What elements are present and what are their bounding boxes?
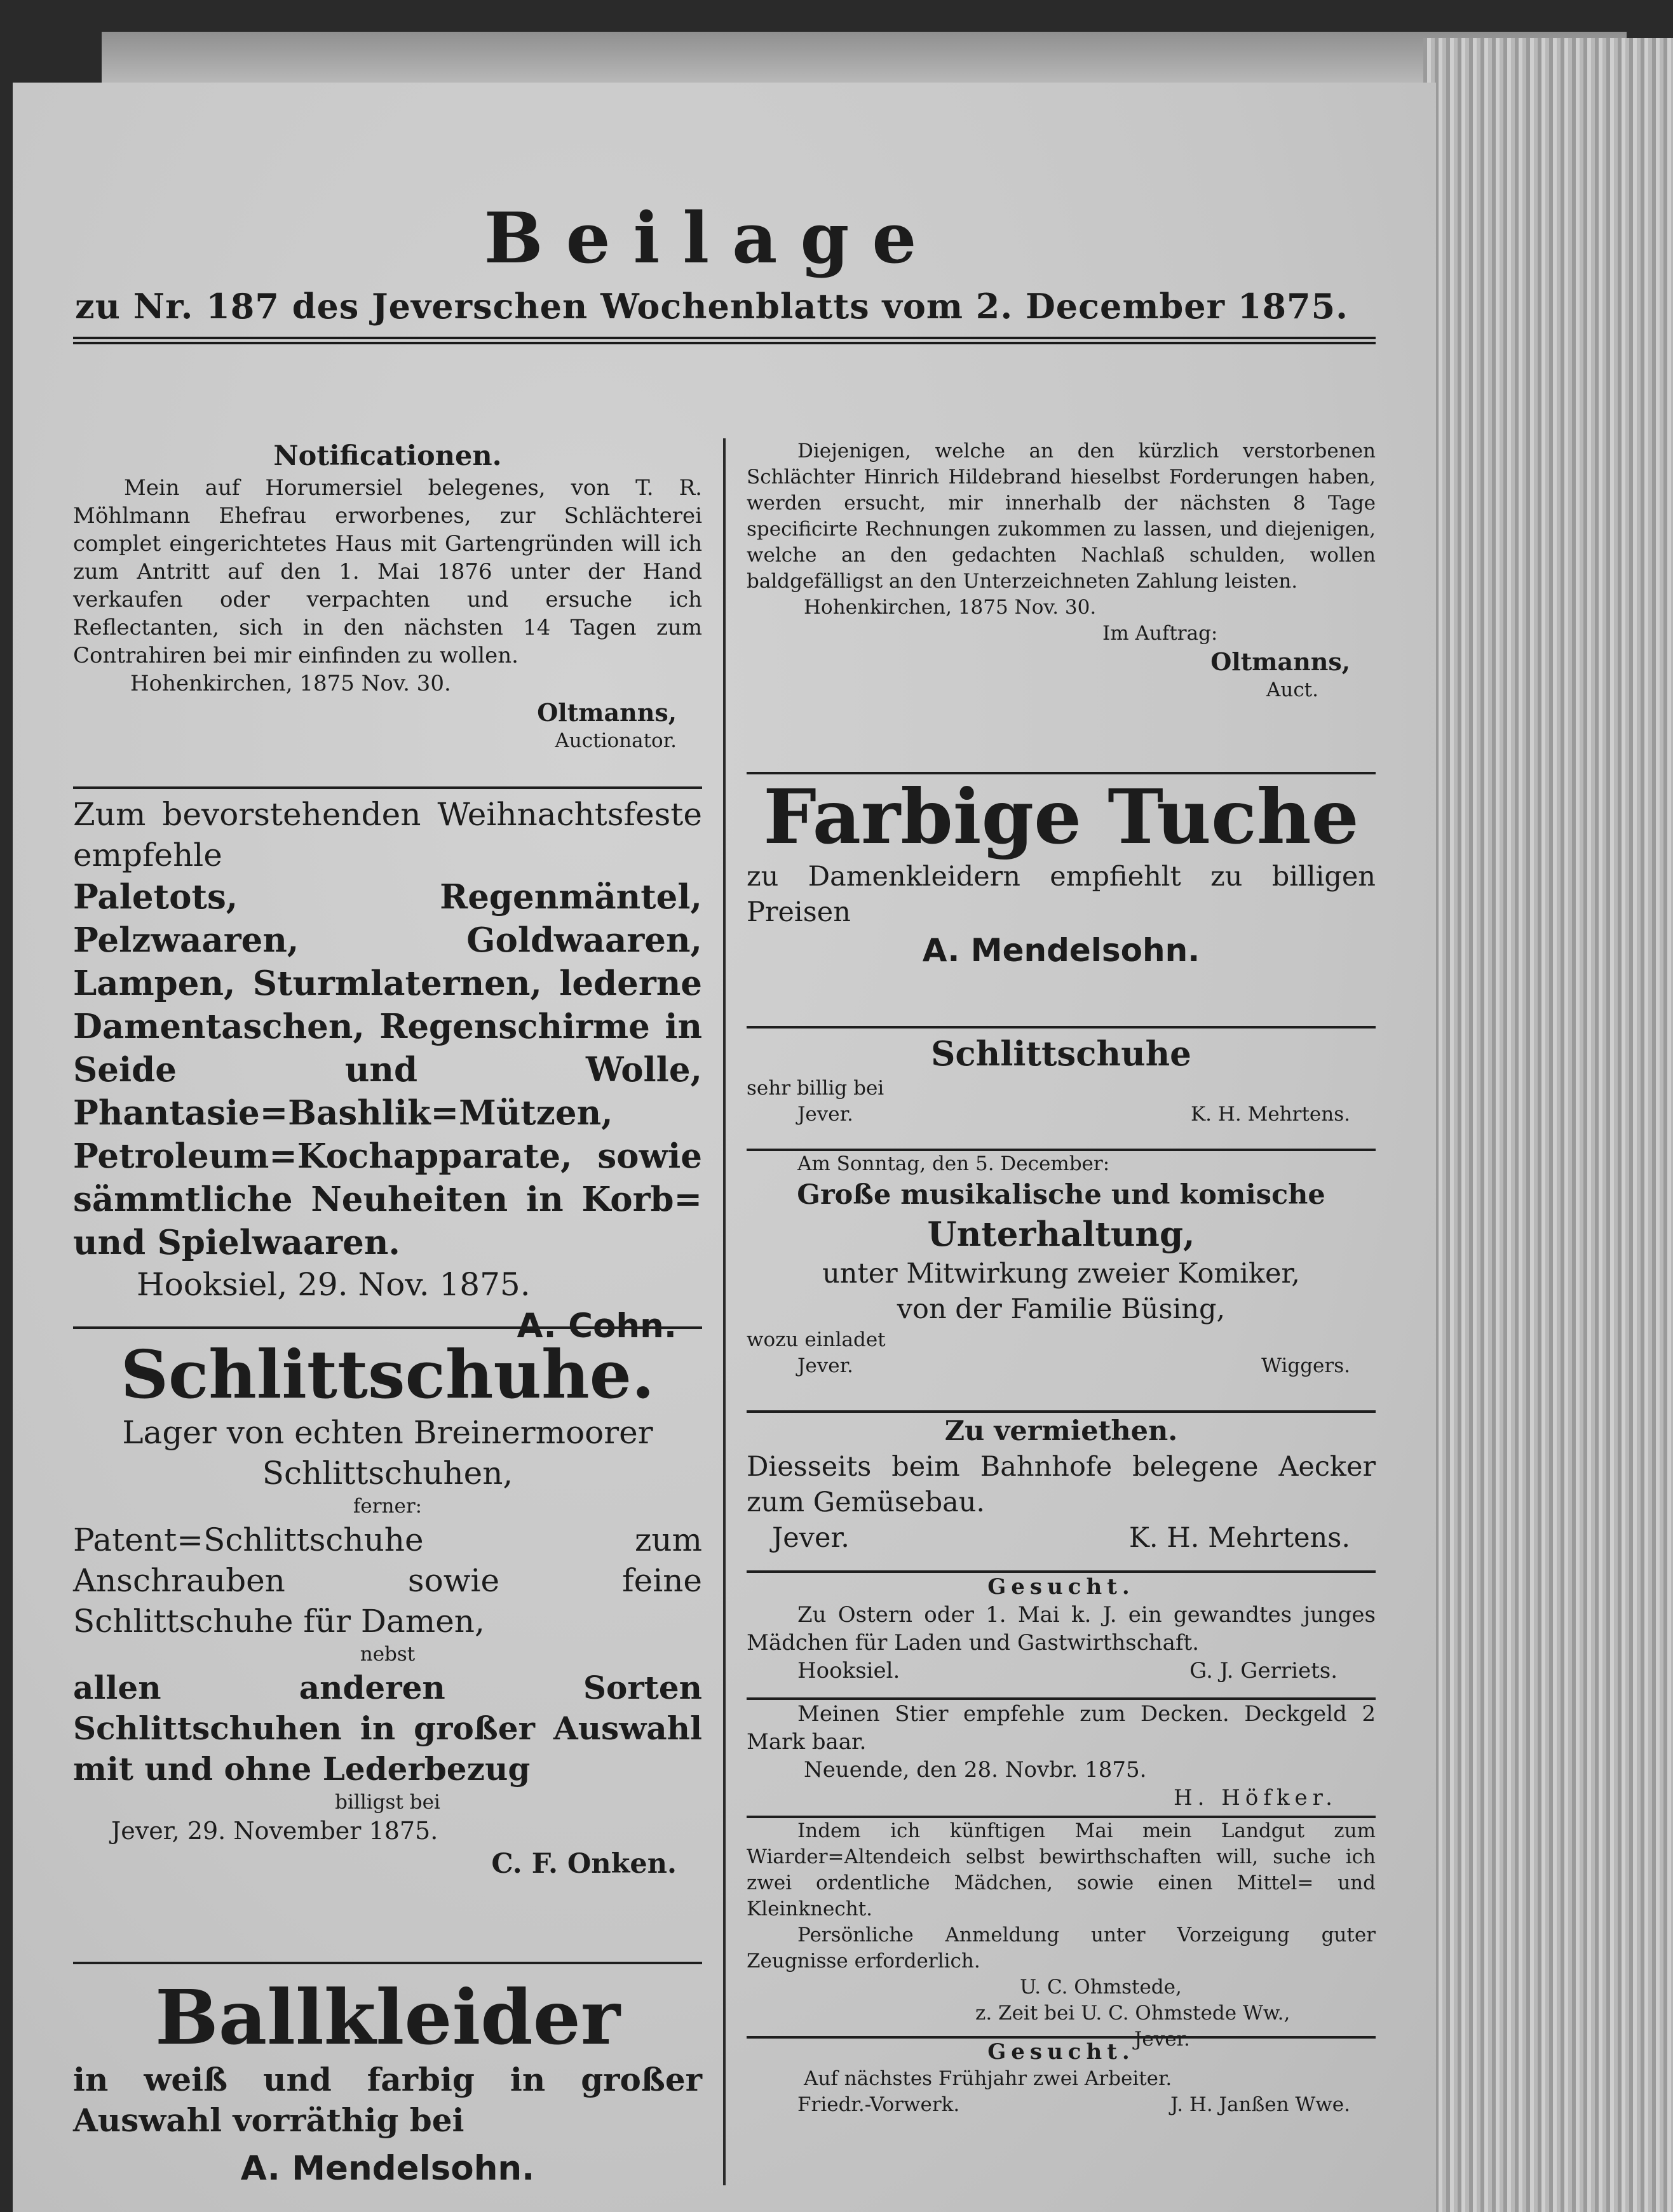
ad-signer: A. Mendelsohn. bbox=[922, 932, 1200, 969]
ad-stier bbox=[747, 1700, 1376, 1812]
ad-notificationen bbox=[73, 438, 702, 754]
ad-separator bbox=[73, 1962, 702, 1964]
ad-body: Zu Ostern oder 1. Mai k. J. ein gewandtes junges Mädchen für Laden und Gastwirthschaft. bbox=[747, 1602, 1376, 1656]
ad-signer: A. Cohn. bbox=[517, 1307, 677, 1345]
ad-gesucht-arbeiter bbox=[747, 2038, 1376, 2118]
ad-footer-row bbox=[747, 1353, 1376, 1379]
ad-signer: Oltmanns, bbox=[537, 698, 677, 727]
ad-line: von der Familie Büsing, bbox=[897, 1293, 1226, 1325]
newspaper-page bbox=[13, 83, 1436, 2212]
ad-vermiethen bbox=[747, 1413, 1376, 1556]
ad-items: Paletots, Regenmäntel, Pelzwaaren, Goldwaaren, Lampen, Sturmlaternen, lederne Damentaschen, Regenschirme in Seide und Wolle, Phantasie=Bashlik=Mützen, Petroleum=Kochapparate, sowie sämmtliche Neuheiten in Korb= und Spielwaaren. bbox=[73, 877, 702, 1262]
ad-line: Patent=Schlittschuhe zum Anschrauben sowie feine Schlittschuhe für Damen, bbox=[73, 1521, 702, 1640]
ad-footer-row bbox=[747, 2092, 1376, 2118]
ad-dateline: Hohenkirchen, 1875 Nov. 30. bbox=[804, 596, 1097, 619]
ad-place: Hooksiel. bbox=[797, 1658, 900, 1683]
ad-body: Indem ich künftigen Mai mein Landgut zum Wiarder=Altendeich selbst bewirthschaften will, suche ich zwei ordentliche Mädchen, sowie einen Mittel= und Kleinknecht. bbox=[747, 1819, 1376, 1920]
ad-einladet: wozu einladet bbox=[747, 1328, 886, 1351]
ad-heading: Ballkleider bbox=[154, 1973, 621, 2061]
ad-intro: Zum bevorstehenden Weihnachtsfeste empfehle bbox=[73, 796, 702, 873]
ad-signer: H. Höfker. bbox=[1173, 1785, 1338, 1811]
ad-dateline: Hohenkirchen, 1875 Nov. 30. bbox=[130, 671, 451, 696]
ad-unterhaltung bbox=[747, 1151, 1376, 1379]
ad-body: sehr billig bei bbox=[747, 1077, 884, 1100]
ad-auftrag: Im Auftrag: bbox=[1102, 622, 1218, 645]
ad-signer: Wiggers. bbox=[1261, 1354, 1350, 1377]
ad-separator bbox=[73, 786, 702, 789]
ad-body: Diesseits beim Bahnhofe belegene Aecker zum Gemüsebau. bbox=[747, 1451, 1376, 1518]
ad-body-2: Persönliche Anmeldung unter Vorzeigung guter Zeugnisse erforderlich. bbox=[747, 1924, 1376, 1973]
ad-body: Diejenigen, welche an den kürzlich verstorbenen Schlächter Hinrich Hildebrand hieselbst Forderungen haben, werden ersucht, mir innerhalb der nächsten 8 Tage specificirte Rechnungen zukommen zu lassen, und diejenigen, welche an den gedachten Nachlaß schulden, wollen baldgefälligst an den Unterzeichneten Zahlung leisten. bbox=[747, 440, 1376, 593]
ad-hildebrand bbox=[747, 438, 1376, 703]
ad-line: unter Mitwirkung zweier Komiker, bbox=[822, 1258, 1300, 1290]
ad-place: Jever. bbox=[1134, 2028, 1190, 2051]
ad-signer: Oltmanns, bbox=[1210, 647, 1350, 676]
ad-body: Meinen Stier empfehle zum Decken. Deckgeld 2 Mark baar. bbox=[747, 1701, 1376, 1755]
masthead-subtitle: zu Nr. 187 des Jeverschen Wochenblatts vom 2. December 1875. bbox=[75, 286, 1348, 327]
ad-dateline: Hooksiel, 29. Nov. 1875. bbox=[137, 1266, 531, 1303]
ad-dateline: Jever, 29. November 1875. bbox=[111, 1817, 438, 1845]
ad-heading: Schlittschuhe bbox=[931, 1034, 1191, 1074]
ad-landgut bbox=[747, 1818, 1376, 2053]
ad-heading: Gesucht. bbox=[987, 2039, 1135, 2065]
page-top-edge bbox=[102, 32, 1627, 89]
ad-signer-2: z. Zeit bei U. C. Ohmstede Ww., bbox=[975, 2002, 1290, 2025]
ad-gesucht-maedchen bbox=[747, 1573, 1376, 1685]
ad-heading: Notificationen. bbox=[273, 440, 502, 472]
ad-farbige-tuche bbox=[747, 772, 1376, 971]
ad-heading: Gesucht. bbox=[987, 1574, 1135, 1600]
ad-place: Friedr.-Vorwerk. bbox=[797, 2093, 960, 2116]
ad-signer: U. C. Ohmstede, bbox=[1020, 1976, 1182, 1999]
ad-place: Jever. bbox=[797, 1354, 853, 1377]
ad-separator bbox=[747, 1410, 1376, 1413]
ad-signer: K. H. Mehrtens. bbox=[1128, 1522, 1350, 1554]
ad-small-word: nebst bbox=[360, 1643, 416, 1666]
ad-place: Jever. bbox=[797, 1103, 853, 1126]
ad-ballkleider bbox=[73, 1973, 702, 2190]
ad-footer-row bbox=[747, 1102, 1376, 1128]
ad-footer-row bbox=[747, 1657, 1376, 1685]
ad-line: Lager von echten Breinermoorer Schlittschuhen, bbox=[122, 1414, 653, 1492]
ad-schlittschuhe-mehrtens bbox=[747, 1032, 1376, 1128]
ad-small-word: billigst bei bbox=[335, 1791, 440, 1814]
column-divider bbox=[723, 438, 726, 2185]
masthead bbox=[13, 197, 1411, 327]
ad-dateline: Neuende, den 28. Novbr. 1875. bbox=[804, 1757, 1147, 1783]
masthead-title: Beilage bbox=[484, 197, 940, 279]
ad-schlittschuhe-onken bbox=[73, 1337, 702, 1882]
ad-signer-role: Auct. bbox=[1266, 678, 1318, 701]
ad-heading: Farbige Tuche bbox=[763, 772, 1359, 861]
ad-line: allen anderen Sorten Schlittschuhen in großer Auswahl mit und ohne Lederbezug bbox=[73, 1669, 702, 1788]
ad-line: Große musikalische und komische bbox=[797, 1179, 1325, 1211]
ad-heading: Schlittschuhe. bbox=[120, 1335, 655, 1413]
ad-signer: C. F. Onken. bbox=[491, 1848, 677, 1880]
ad-place: Jever. bbox=[772, 1522, 850, 1554]
ad-signer: A. Mendelsohn. bbox=[240, 2149, 535, 2188]
ad-body: zu Damenkleidern empfiehlt zu billigen Preisen bbox=[747, 861, 1376, 928]
ad-body: Auf nächstes Frühjahr zwei Arbeiter. bbox=[804, 2067, 1172, 2090]
masthead-rule bbox=[73, 337, 1376, 344]
ad-heading: Unterhaltung, bbox=[927, 1215, 1195, 1254]
ad-separator bbox=[747, 1026, 1376, 1028]
ad-signer-role: Auctionator. bbox=[555, 729, 677, 752]
ad-signer: G. J. Gerriets. bbox=[1189, 1658, 1338, 1683]
ad-body: in weiß und farbig in großer Auswahl vorräthig bei bbox=[73, 2061, 702, 2139]
ad-small-word: ferner: bbox=[353, 1495, 423, 1518]
page-stack-edge bbox=[1423, 38, 1673, 2212]
ad-weihnacht bbox=[73, 794, 702, 1348]
ad-signer: K. H. Mehrtens. bbox=[1190, 1103, 1350, 1126]
ad-separator bbox=[73, 1326, 702, 1329]
ad-body: Mein auf Horumersiel belegenes, von T. R. Möhlmann Ehefrau erworbenes, zur Schlächterei complet eingerichtetes Haus mit Gartengründen will ich zum Antritt auf den 1. Mai 1876 unter der Hand verkaufen oder verpachten und ersuche ich Reflectanten, sich in den nächsten 14 Tagen zum Contrahiren bei mir einfinden zu wollen. bbox=[73, 475, 702, 668]
ad-date: Am Sonntag, den 5. December: bbox=[797, 1152, 1110, 1175]
ad-heading: Zu vermiethen. bbox=[944, 1415, 1178, 1447]
ad-footer-row bbox=[747, 1520, 1376, 1556]
ad-signer: J. H. Janßen Wwe. bbox=[1170, 2093, 1350, 2116]
